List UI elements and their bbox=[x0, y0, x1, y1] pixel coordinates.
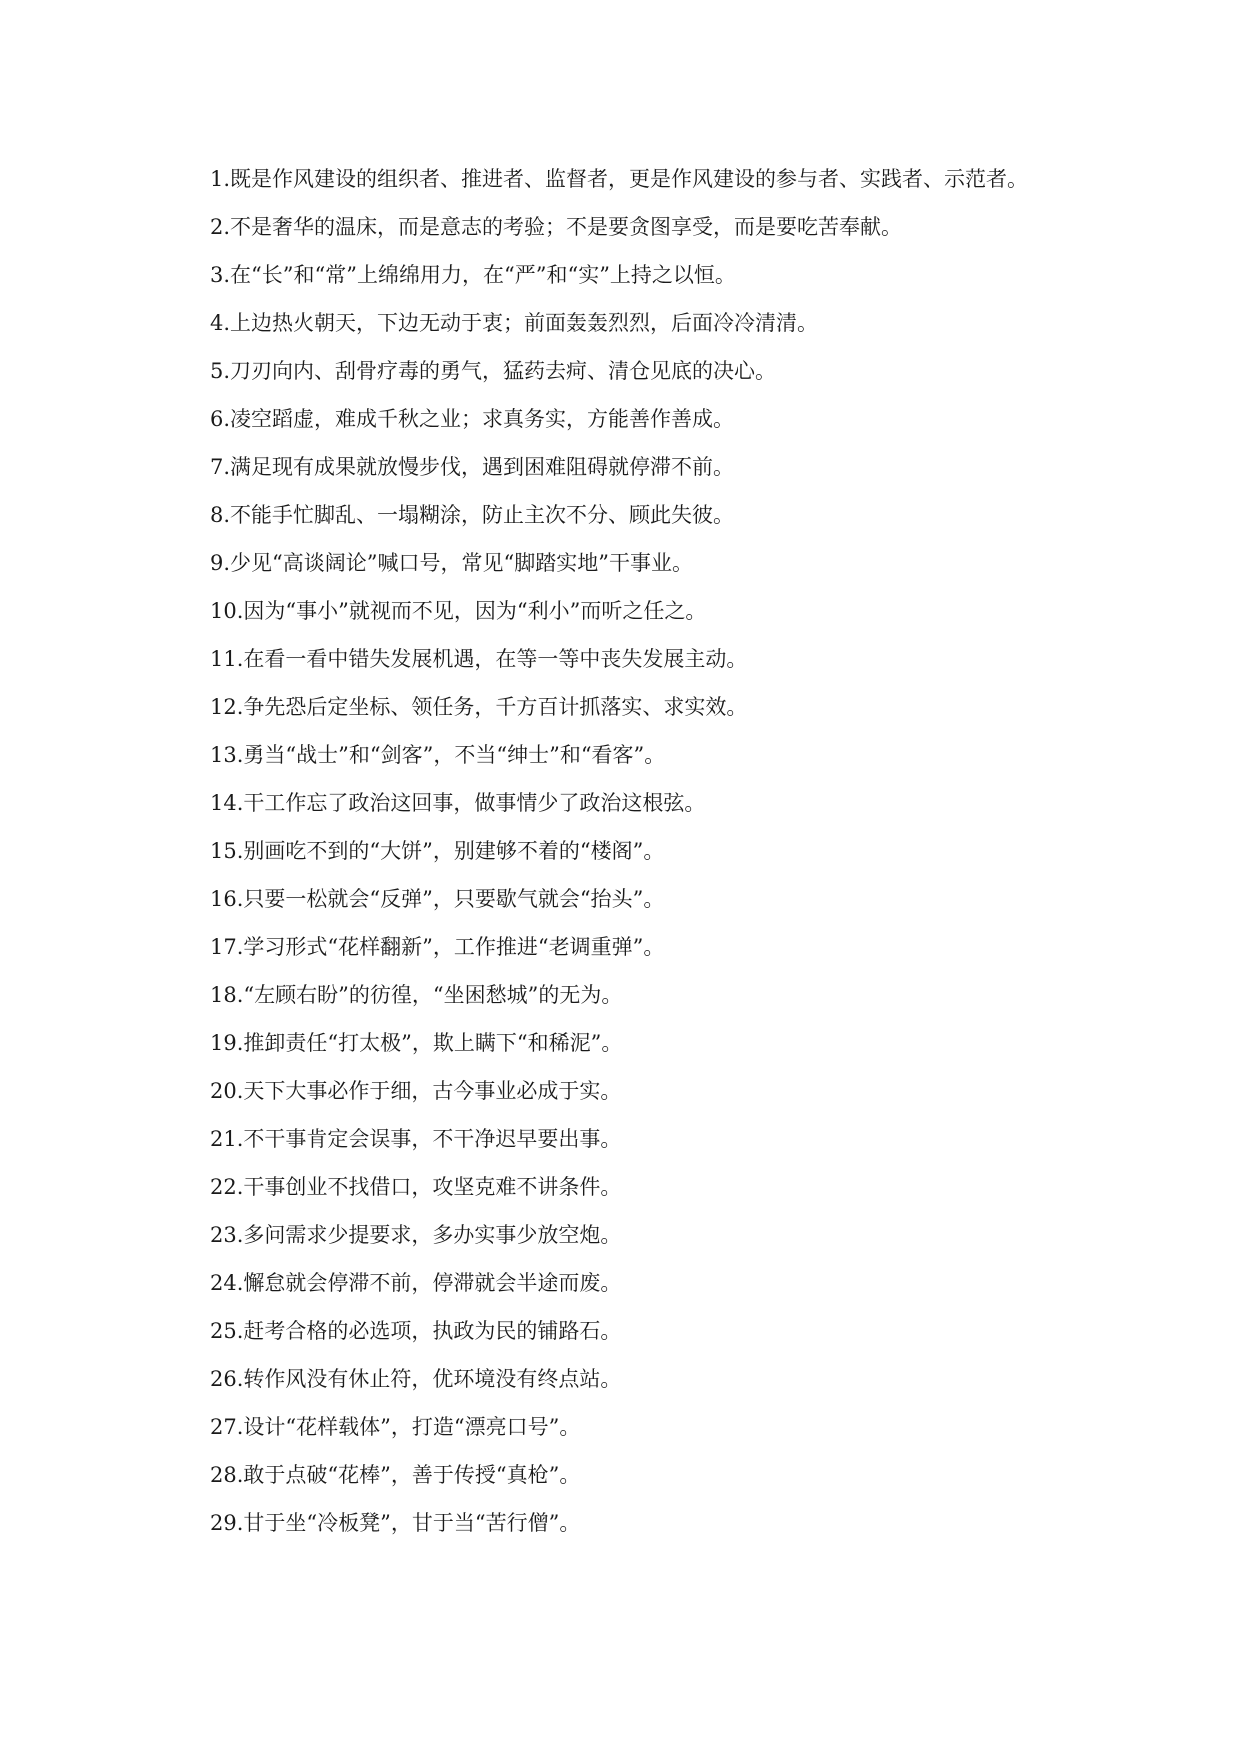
item-text: 别画吃不到的“大饼”，别建够不着的“楼阁”。 bbox=[243, 839, 665, 863]
item-text: 学习形式“花样翻新”，工作推进“老调重弹”。 bbox=[243, 935, 665, 959]
item-text: 勇当“战士”和“剑客”，不当“绅士”和“看客”。 bbox=[243, 743, 666, 767]
item-number: 28. bbox=[210, 1463, 244, 1487]
item-number: 8. bbox=[210, 503, 231, 527]
item-number: 3. bbox=[210, 263, 231, 287]
item-text: 甘于坐“冷板凳”，甘于当“苦行僧”。 bbox=[243, 1511, 581, 1535]
item-text: 赶考合格的必选项，执政为民的铺路石。 bbox=[243, 1319, 622, 1343]
item-text: 干工作忘了政治这回事，做事情少了政治这根弦。 bbox=[243, 791, 706, 815]
item-text: 转作风没有休止符，优环境没有终点站。 bbox=[243, 1367, 622, 1391]
item-number: 27. bbox=[210, 1415, 244, 1439]
list-item bbox=[162, 643, 1092, 675]
item-text: 在看一看中错失发展机遇，在等一等中丧失发展主动。 bbox=[243, 647, 748, 671]
item-text: 凌空蹈虚，难成千秋之业；求真务实，方能善作善成。 bbox=[230, 407, 735, 431]
item-number: 17. bbox=[210, 935, 244, 959]
list-item bbox=[162, 1315, 1092, 1347]
list-item bbox=[162, 1027, 1092, 1059]
item-number: 4. bbox=[210, 311, 231, 335]
item-text: 不是奢华的温床，而是意志的考验；不是要贪图享受，而是要吃苦奉献。 bbox=[230, 215, 903, 239]
list-item bbox=[162, 1267, 1092, 1299]
list-item bbox=[162, 1363, 1092, 1395]
item-number: 15. bbox=[210, 839, 244, 863]
item-text: 不干事肯定会误事，不干净迟早要出事。 bbox=[243, 1127, 622, 1151]
item-text: 多问需求少提要求，多办实事少放空炮。 bbox=[243, 1223, 622, 1247]
list-item bbox=[162, 211, 1092, 243]
item-text: 敢于点破“花棒”，善于传授“真枪”。 bbox=[243, 1463, 581, 1487]
item-text: 在“长”和“常”上绵绵用力，在“严”和“实”上持之以恒。 bbox=[230, 263, 736, 287]
list-item bbox=[162, 595, 1092, 627]
item-number: 29. bbox=[210, 1511, 244, 1535]
item-text: “左顾右盼”的彷徨，“坐困愁城”的无为。 bbox=[243, 983, 623, 1007]
item-text: 刀刃向内、刮骨疗毒的勇气，猛药去疴、清仓见底的决心。 bbox=[230, 359, 777, 383]
item-number: 14. bbox=[210, 791, 244, 815]
item-text: 推卸责任“打太极”，欺上瞒下“和稀泥”。 bbox=[243, 1031, 623, 1055]
item-number: 23. bbox=[210, 1223, 244, 1247]
item-number: 13. bbox=[210, 743, 244, 767]
list-item bbox=[162, 1459, 1092, 1491]
item-number: 16. bbox=[210, 887, 244, 911]
list-item bbox=[162, 1171, 1092, 1203]
item-number: 6. bbox=[210, 407, 231, 431]
item-number: 2. bbox=[210, 215, 231, 239]
item-number: 9. bbox=[210, 551, 231, 575]
list-item bbox=[162, 979, 1092, 1011]
list-item bbox=[162, 787, 1092, 819]
list-item bbox=[162, 499, 1092, 531]
list-item bbox=[162, 1507, 1092, 1539]
list-item bbox=[162, 403, 1092, 435]
item-number: 25. bbox=[210, 1319, 244, 1343]
item-number: 21. bbox=[210, 1127, 244, 1151]
item-text: 因为“事小”就视而不见，因为“利小”而听之任之。 bbox=[243, 599, 707, 623]
item-number: 24. bbox=[210, 1271, 244, 1295]
item-number: 18. bbox=[210, 983, 244, 1007]
list-item bbox=[162, 691, 1092, 723]
item-text: 上边热火朝天，下边无动于衷；前面轰轰烈烈，后面冷冷清清。 bbox=[230, 311, 819, 335]
numbered-list bbox=[162, 163, 1092, 1539]
item-text: 干事创业不找借口，攻坚克难不讲条件。 bbox=[243, 1175, 622, 1199]
list-item bbox=[162, 355, 1092, 387]
item-number: 20. bbox=[210, 1079, 244, 1103]
item-number: 5. bbox=[210, 359, 231, 383]
list-item bbox=[162, 307, 1092, 339]
item-text: 天下大事必作于细，古今事业必成于实。 bbox=[243, 1079, 622, 1103]
list-item bbox=[162, 163, 1092, 195]
list-item bbox=[162, 883, 1092, 915]
item-number: 22. bbox=[210, 1175, 244, 1199]
item-text: 不能手忙脚乱、一塌糊涂，防止主次不分、顾此失彼。 bbox=[230, 503, 735, 527]
item-number: 10. bbox=[210, 599, 244, 623]
item-text: 少见“高谈阔论”喊口号，常见“脚踏实地”干事业。 bbox=[230, 551, 693, 575]
list-item bbox=[162, 835, 1092, 867]
item-text: 只要一松就会“反弹”，只要歇气就会“抬头”。 bbox=[243, 887, 665, 911]
item-number: 11. bbox=[210, 647, 244, 671]
list-item bbox=[162, 259, 1092, 291]
list-item bbox=[162, 451, 1092, 483]
list-item bbox=[162, 1219, 1092, 1251]
item-text: 满足现有成果就放慢步伐，遇到困难阻碍就停滞不前。 bbox=[230, 455, 735, 479]
item-number: 19. bbox=[210, 1031, 244, 1055]
list-item bbox=[162, 1411, 1092, 1443]
list-item bbox=[162, 1123, 1092, 1155]
list-item bbox=[162, 739, 1092, 771]
item-text: 争先恐后定坐标、领任务，千方百计抓落实、求实效。 bbox=[243, 695, 748, 719]
list-item bbox=[162, 547, 1092, 579]
item-number: 26. bbox=[210, 1367, 244, 1391]
item-number: 12. bbox=[210, 695, 244, 719]
item-number: 1. bbox=[210, 167, 231, 191]
list-item bbox=[162, 1075, 1092, 1107]
item-number: 7. bbox=[210, 455, 231, 479]
item-text: 既是作风建设的组织者、推进者、监督者，更是作风建设的参与者、实践者、示范者。 bbox=[230, 167, 1029, 191]
item-text: 设计“花样载体”，打造“漂亮口号”。 bbox=[243, 1415, 581, 1439]
list-item bbox=[162, 931, 1092, 963]
item-text: 懈怠就会停滞不前，停滞就会半途而废。 bbox=[243, 1271, 622, 1295]
